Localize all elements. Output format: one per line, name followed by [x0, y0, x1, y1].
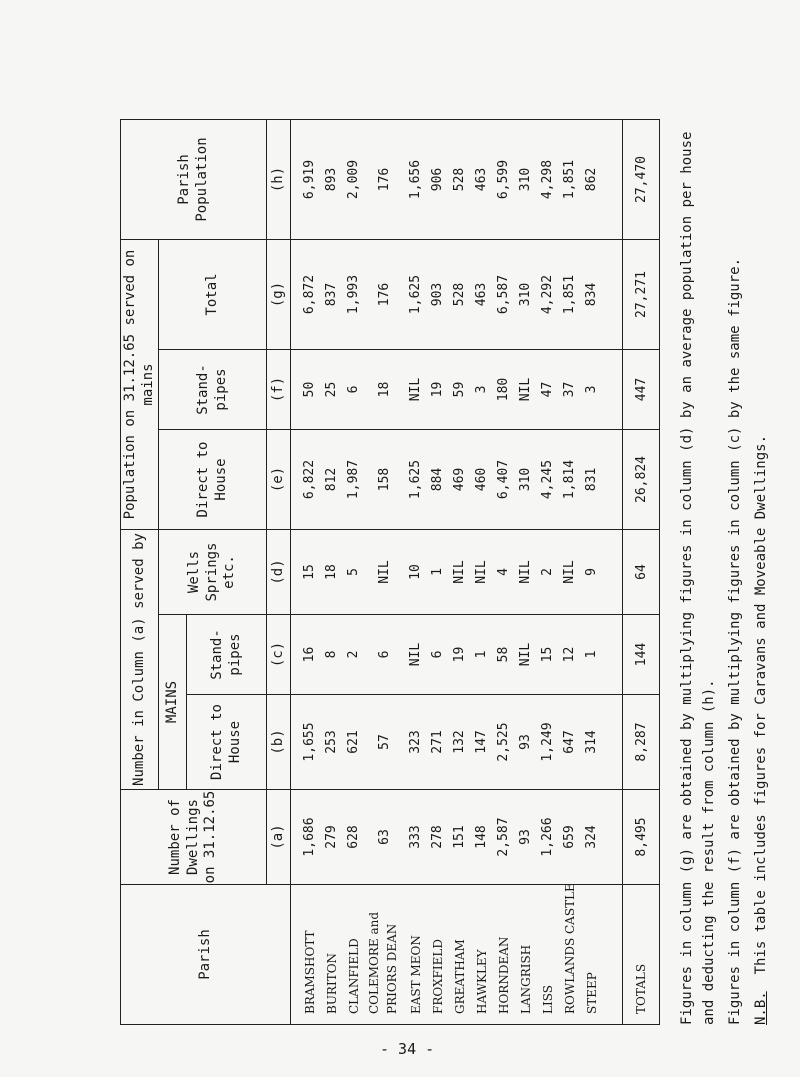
col-label-f: (f)	[267, 350, 291, 430]
footnote-nb	[750, 120, 772, 1025]
table-cell: 1	[584, 650, 599, 659]
table-cell: 6,822	[302, 459, 317, 500]
table-cell: 5	[346, 568, 361, 576]
header-wells-springs: Wells Springs etc.	[159, 530, 267, 615]
footnote-g: Figures in column (g) are obtained by multiplying figures in column (d) by an average population per house and deducting the result from column (h).	[679, 131, 717, 1025]
totals-e: 26,824	[623, 430, 660, 530]
header-pop-stand: Stand-pipes	[159, 350, 267, 430]
table-cell: 628	[346, 825, 361, 849]
table-cell: 1,686	[302, 817, 317, 857]
nb-text: This table includes figures for Caravans and Moveable Dwellings.	[753, 434, 769, 975]
parish-name: GREATHAM	[453, 939, 467, 1014]
table-cell: 1,987	[346, 459, 361, 500]
table-cell: 1,249	[540, 722, 555, 762]
table-cell: 903	[430, 282, 445, 307]
totals-d: 64	[623, 530, 660, 615]
table-cell: 310	[518, 167, 533, 192]
table-cell: 1,851	[562, 159, 577, 200]
wells-column	[291, 530, 623, 615]
mains-direct-column	[291, 695, 623, 790]
table-cell: 132	[452, 730, 467, 754]
table-cell: 324	[584, 825, 599, 849]
header-mains: MAINS	[159, 615, 187, 790]
table-cell: 50	[302, 381, 317, 398]
table-cell: 463	[474, 282, 489, 307]
header-mains-stand: Stand-pipes	[187, 615, 267, 695]
parish-name: COLEMORE and PRIORS DEAN	[367, 911, 399, 1014]
table-cell: 18	[324, 564, 339, 580]
table-cell: 6,872	[302, 274, 317, 315]
pop-stand-column	[291, 350, 623, 430]
parish-name: HAWKLEY	[475, 949, 489, 1014]
table-cell: 4,245	[540, 459, 555, 500]
table-cell: 25	[324, 381, 339, 398]
table-cell: 16	[302, 646, 317, 663]
table-cell: 10	[408, 564, 423, 580]
table-cell: 6,407	[496, 459, 511, 500]
table-cell: 58	[496, 646, 511, 663]
table-cell: 15	[540, 646, 555, 663]
table-cell: 1,814	[562, 459, 577, 500]
header-population-served: Population on 31.12.65 served on mains	[121, 239, 159, 529]
water-supply-table	[120, 119, 660, 1025]
table-cell: 278	[430, 825, 445, 849]
table-cell: 837	[324, 282, 339, 307]
table-cell: 9	[584, 568, 599, 576]
table-cell: 6,919	[302, 159, 317, 200]
table-cell: 147	[474, 730, 489, 754]
table-cell: 18	[377, 381, 392, 398]
table-cell: 6,599	[496, 159, 511, 200]
table-cell: 2	[540, 568, 555, 576]
table-cell: 1	[430, 568, 445, 576]
table-cell: 6	[377, 650, 392, 659]
table-cell: 2	[346, 650, 361, 659]
table-body	[291, 119, 623, 1024]
parish-name: HORNDEAN	[497, 936, 511, 1014]
table-cell: 812	[324, 467, 339, 492]
header-mains-direct: Direct to House	[187, 695, 267, 790]
rotated-table-page	[120, 120, 769, 1025]
table-cell: NIL	[518, 560, 533, 584]
table-cell: 463	[474, 167, 489, 192]
table-cell: 460	[474, 467, 489, 492]
table-cell: NIL	[562, 560, 577, 584]
table-cell: 15	[302, 564, 317, 580]
table-cell: 4,298	[540, 159, 555, 200]
page-number: - 34 -	[380, 1040, 435, 1058]
table-cell: 3	[584, 385, 599, 394]
totals-c: 144	[623, 615, 660, 695]
table-cell: 37	[562, 381, 577, 398]
table-cell: 528	[452, 167, 467, 192]
table-cell: 2,587	[496, 817, 511, 857]
header-dwellings: Number of Dwellings on 31.12.65	[121, 790, 267, 885]
table-cell: 1,266	[540, 817, 555, 857]
table-cell: 323	[408, 730, 423, 754]
table-cell: NIL	[408, 642, 423, 667]
table-cell: 47	[540, 381, 555, 398]
table-cell: 19	[430, 381, 445, 398]
parish-name: FROXFIELD	[431, 939, 445, 1014]
table-cell: 1,993	[346, 274, 361, 315]
col-label-d: (d)	[267, 530, 291, 615]
table-cell: 63	[377, 829, 392, 845]
col-label-e: (e)	[267, 430, 291, 530]
parish-name: BURITON	[325, 952, 339, 1014]
totals-b: 8,287	[623, 695, 660, 790]
table-cell: 253	[324, 730, 339, 754]
header-pop-direct: Direct to House	[159, 430, 267, 530]
parish-name: CLANFIELD	[347, 938, 361, 1014]
table-cell: NIL	[518, 377, 533, 402]
table-cell: 310	[518, 467, 533, 492]
table-cell: 180	[496, 377, 511, 402]
table-cell: 310	[518, 282, 533, 307]
pop-total-column	[291, 239, 623, 349]
header-parish: Parish	[121, 885, 291, 1025]
table-cell: 158	[377, 467, 392, 492]
table-cell: 57	[377, 734, 392, 750]
mains-stand-column	[291, 615, 623, 695]
table-cell: 19	[452, 646, 467, 663]
table-cell: 333	[408, 825, 423, 849]
totals-f: 447	[623, 350, 660, 430]
table-cell: NIL	[408, 377, 423, 402]
table-cell: 59	[452, 381, 467, 398]
parish-population-column	[291, 119, 623, 239]
table-cell: 151	[452, 825, 467, 849]
table-cell: NIL	[377, 560, 392, 584]
header-parish-population: Parish Population	[121, 119, 267, 239]
parish-name: STEEP	[585, 972, 599, 1014]
parish-name: LISS	[541, 985, 555, 1014]
table-cell: 647	[562, 730, 577, 754]
table-cell: 93	[518, 829, 533, 845]
table-cell: 528	[452, 282, 467, 307]
totals-row	[623, 119, 660, 1024]
table-cell: 1,656	[408, 159, 423, 200]
table-cell: 469	[452, 467, 467, 492]
table-cell: 3	[474, 385, 489, 394]
table-cell: 862	[584, 167, 599, 192]
totals-a: 8,495	[623, 790, 660, 885]
table-cell: NIL	[452, 560, 467, 584]
totals-h: 27,470	[623, 119, 660, 239]
table-cell: 1,655	[302, 722, 317, 762]
table-cell: 906	[430, 167, 445, 192]
table-cell: 6,587	[496, 274, 511, 315]
table-cell: 93	[518, 734, 533, 750]
table-cell: 6	[430, 650, 445, 659]
table-cell: 8	[324, 650, 339, 659]
parish-name: ROWLANDS CASTLE	[563, 883, 577, 1014]
table-cell: 884	[430, 467, 445, 492]
totals-g: 27,271	[623, 239, 660, 349]
col-label-a: (a)	[267, 790, 291, 885]
table-cell: 659	[562, 825, 577, 849]
footnote-f: Figures in column (f) are obtained by multiplying figures in column (c) by the same figure.	[727, 257, 743, 1025]
col-label-c: (c)	[267, 615, 291, 695]
parish-name: LANGRISH	[519, 944, 533, 1014]
table-cell: 2,009	[346, 159, 361, 200]
table-cell: 176	[377, 282, 392, 307]
table-cell: 831	[584, 467, 599, 492]
totals-label: TOTALS	[623, 885, 660, 1025]
table-cell: 1,625	[408, 274, 423, 315]
table-cell: 621	[346, 730, 361, 754]
table-cell: 1,851	[562, 274, 577, 315]
table-cell: NIL	[518, 642, 533, 667]
col-label-b: (b)	[267, 695, 291, 790]
parish-name: BRAMSHOTT	[303, 930, 317, 1014]
parish-column	[291, 885, 623, 1025]
header-total: Total	[159, 239, 267, 349]
table-cell: 12	[562, 646, 577, 663]
footnotes	[676, 120, 776, 1025]
header-served-by: Number in Column (a) served by	[121, 530, 159, 790]
table-cell: 4	[496, 568, 511, 576]
col-label-g: (g)	[267, 239, 291, 349]
dwellings-column	[291, 790, 623, 885]
nb-label: N.B.	[753, 991, 769, 1025]
table-cell: 834	[584, 282, 599, 307]
table-cell: 148	[474, 825, 489, 849]
parish-name: EAST MEON	[409, 935, 423, 1014]
table-cell: 6	[346, 385, 361, 394]
table-cell: 279	[324, 825, 339, 849]
table-cell: 1,625	[408, 459, 423, 500]
pop-direct-column	[291, 430, 623, 530]
table-cell: 314	[584, 730, 599, 754]
table-cell: 2,525	[496, 722, 511, 762]
table-cell: 176	[377, 167, 392, 192]
table-cell: 893	[324, 167, 339, 192]
table-cell: NIL	[474, 560, 489, 584]
col-label-h: (h)	[267, 119, 291, 239]
table-cell: 1	[474, 650, 489, 659]
table-cell: 271	[430, 730, 445, 754]
table-cell: 4,292	[540, 274, 555, 315]
